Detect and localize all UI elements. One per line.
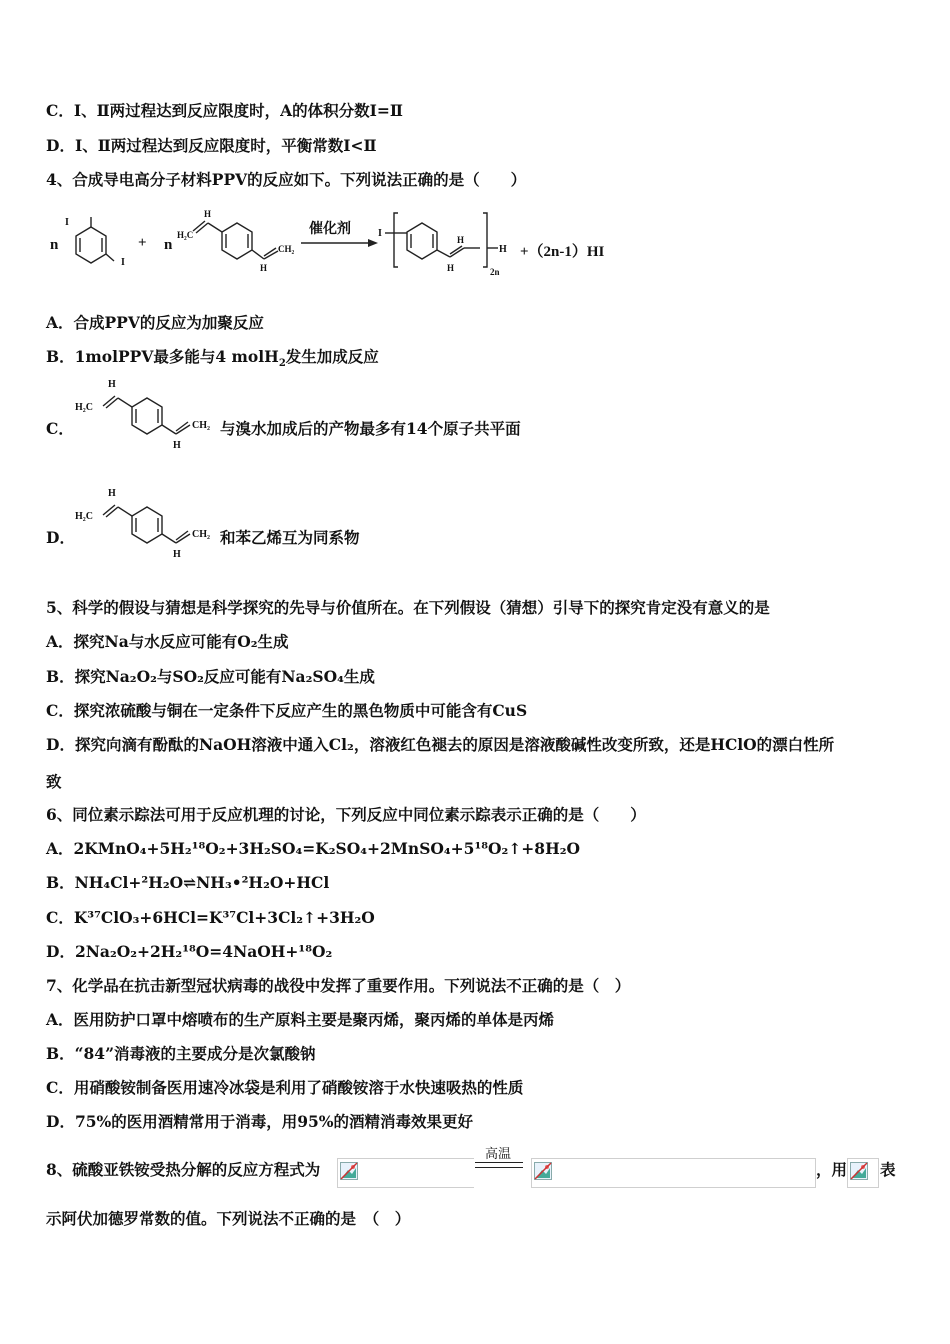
q5-option-d-line2: 致: [46, 772, 62, 791]
svg-text:H: H: [260, 263, 268, 273]
q4-option-c-text: 与溴水加成后的产物最多有14个原子共平面: [220, 419, 521, 438]
svg-text:H: H: [108, 379, 116, 390]
q6-option-c: C．K³⁷ClO₃+6HCl=K³⁷Cl+3Cl₂↑+3H₂O: [46, 908, 375, 927]
q4-reaction-scheme: [46, 205, 646, 280]
svg-text:I: I: [378, 228, 382, 239]
svg-text:H: H: [499, 244, 507, 255]
q7-option-a: A．医用防护口罩中熔喷布的生产原料主要是聚丙烯，聚丙烯的单体是丙烯: [46, 1010, 555, 1029]
equation-reactant-image: [337, 1158, 474, 1188]
svg-text:H₂C: H₂C: [75, 511, 93, 522]
svg-text:H: H: [204, 209, 212, 219]
svg-text:H: H: [173, 549, 181, 560]
q5-option-c: C．探究浓硫酸与铜在一定条件下反应产生的黑色物质中可能含有CuS: [46, 701, 528, 720]
reaction-condition: 高温: [485, 1146, 512, 1161]
q4-option-d-text: 和苯乙烯互为同系物: [220, 528, 360, 547]
reactant1-coefficient: n: [50, 237, 59, 253]
svg-text:I: I: [121, 257, 125, 268]
q6-option-b: B．NH₄Cl+²H₂O⇌NH₃•²H₂O+HCl: [46, 873, 330, 892]
q8-stem-tail: 表: [880, 1160, 896, 1179]
svg-text:H₂C: H₂C: [75, 402, 93, 413]
q4-option-c-label: C．: [46, 419, 74, 438]
q5-option-b: B．探究Na₂O₂与SO₂反应可能有Na₂SO₄生成: [46, 667, 375, 686]
svg-text:H₂C: H₂C: [177, 230, 194, 240]
broken-image-icon: [534, 1162, 552, 1180]
equation-bar-bottom: [475, 1167, 523, 1168]
q4-option-d-structure: [72, 487, 222, 562]
q4-option-c-structure: [72, 378, 222, 453]
reactant2-coefficient: n: [164, 237, 173, 253]
svg-text:CH₂: CH₂: [278, 244, 295, 254]
q7-option-d: D．75%的医用酒精常用于消毒，用95%的酒精消毒效果更好: [46, 1112, 474, 1131]
q4-option-a: A．合成PPV的反应为加聚反应: [46, 313, 264, 332]
equation-product-image: [531, 1158, 816, 1188]
svg-text:H: H: [457, 235, 465, 245]
svg-text:CH₂: CH₂: [192, 420, 210, 431]
q7-option-c: C．用硝酸铵制备医用速冷冰袋是利用了硝酸铵溶于水快速吸热的性质: [46, 1078, 524, 1097]
svg-text:H: H: [173, 440, 181, 451]
svg-text:I: I: [65, 217, 69, 228]
q8-stem-start: 8、硫酸亚铁铵受热分解的反应方程式为: [46, 1160, 321, 1179]
q3-option-c: C．Ⅰ、Ⅱ两过程达到反应限度时，A的体积分数Ⅰ=Ⅱ: [46, 101, 403, 120]
na-symbol-image: [847, 1158, 879, 1188]
q3-option-d: D．Ⅰ、Ⅱ两过程达到反应限度时，平衡常数I<Ⅱ: [46, 136, 377, 155]
svg-text:H: H: [108, 488, 116, 499]
svg-text:CH₂: CH₂: [192, 529, 210, 540]
divinylbenzene-structure: [193, 221, 278, 259]
catalyst-label: 催化剂: [309, 222, 351, 237]
q8-stem-line2: 示阿伏加德罗常数的值。下列说法不正确的是 （ ）: [46, 1209, 411, 1228]
q4-option-d-label: D．: [46, 528, 75, 547]
q5-option-d-line1: D．探究向滴有酚酞的NaOH溶液中通入Cl₂，溶液红色褪去的原因是溶液酸碱性改变所致，还是HClO的漂白性所: [46, 735, 835, 754]
q5-option-a: A．探究Na与水反应可能有O₂生成: [46, 632, 289, 651]
q4-stem: 4、合成导电高分子材料PPV的反应如下。下列说法正确的是（ ）: [46, 170, 527, 189]
reaction-byproduct: +（2n-1）HI: [520, 244, 605, 260]
q7-stem: 7、化学品在抗击新型冠状病毒的战役中发挥了重要作用。下列说法不正确的是（ ）: [46, 976, 631, 995]
diiodobenzene-structure: [76, 217, 114, 263]
svg-text:H: H: [447, 263, 455, 273]
repeat-subscript: 2n: [490, 267, 500, 277]
q8-stem-mid: ，用: [816, 1160, 848, 1179]
reaction-plus: +: [138, 235, 147, 251]
broken-image-icon: [340, 1162, 358, 1180]
q5-stem: 5、科学的假设与猜想是科学探究的先导与价值所在。在下列假设（猜想）引导下的探究肯定没有意义的是: [46, 598, 770, 617]
q7-option-b: B．“84”消毒液的主要成分是次氯酸钠: [46, 1044, 316, 1063]
q6-option-a: A．2KMnO₄+5H₂¹⁸O₂+3H₂SO₄=K₂SO₄+2MnSO₄+5¹⁸O₂↑+8H₂O: [46, 839, 581, 858]
ppv-repeat-unit: [396, 223, 480, 259]
broken-image-icon: [850, 1162, 868, 1180]
q6-stem: 6、同位素示踪法可用于反应机理的讨论，下列反应中同位素示踪表示正确的是（ ）: [46, 805, 646, 824]
q6-option-d: D．2Na₂O₂+2H₂¹⁸O=4NaOH+¹⁸O₂: [46, 942, 333, 961]
q4-option-b: B．1molPPV最多能与4 molH$_2$发生加成反应: [46, 347, 379, 370]
equation-bar-top: [475, 1162, 523, 1163]
